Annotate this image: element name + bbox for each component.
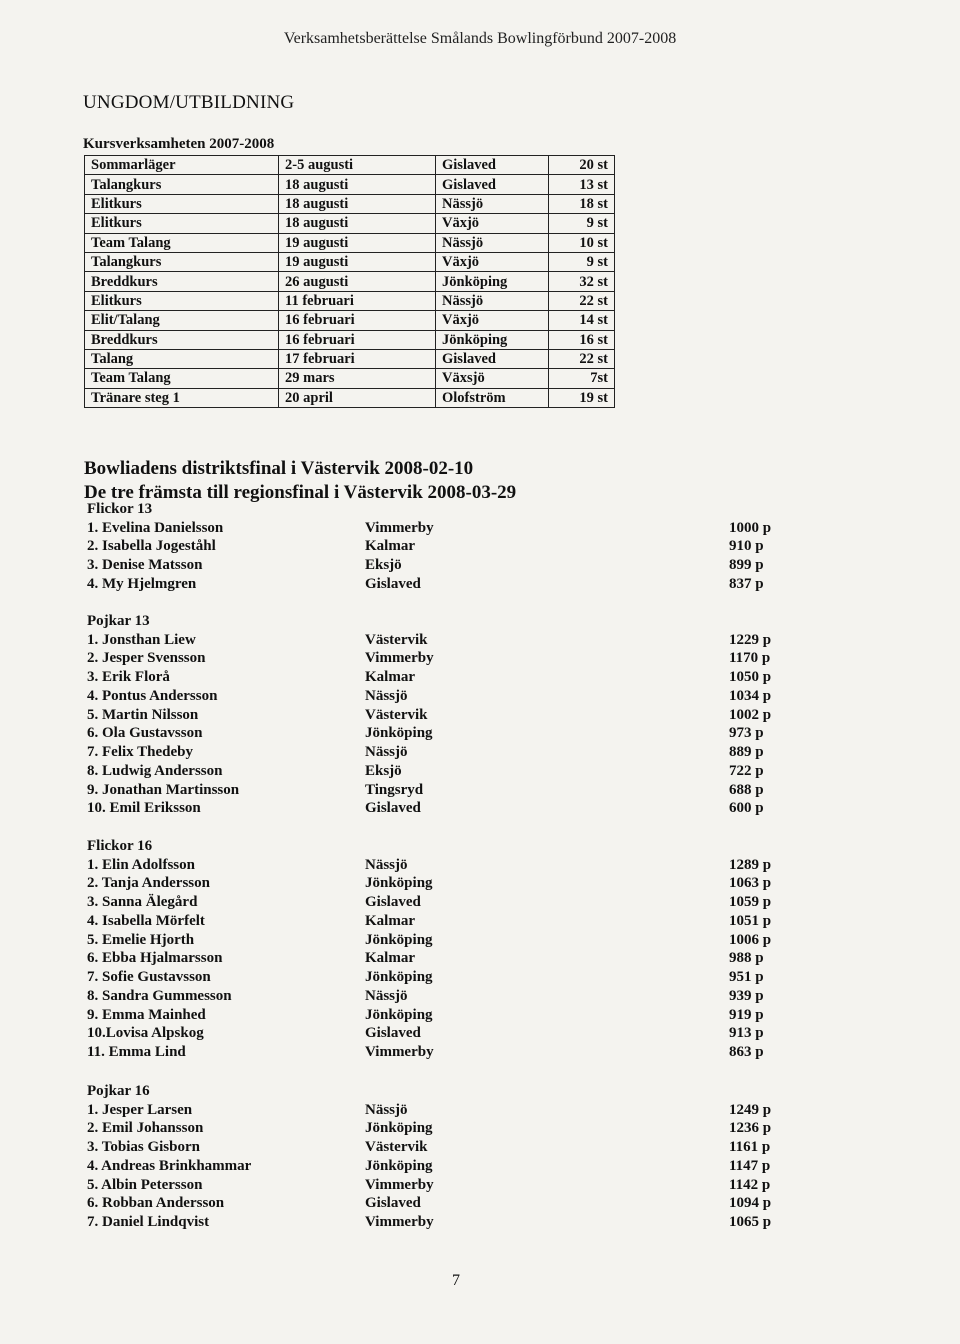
player-points: 1289 p bbox=[729, 856, 772, 873]
course-place: Växsjö bbox=[436, 369, 549, 388]
player-points: 1229 p bbox=[729, 631, 772, 648]
course-row bbox=[85, 252, 615, 271]
player-points: 600 p bbox=[729, 800, 764, 817]
player-name: 7. Daniel Lindqvist bbox=[87, 1214, 210, 1230]
final-title-1: Bowliadens distriktsfinal i Västervik 2008-02-10 bbox=[84, 458, 474, 479]
result-row bbox=[87, 950, 787, 969]
course-place: Jönköping bbox=[436, 330, 549, 349]
result-row bbox=[87, 1139, 787, 1158]
player-name: 8. Sandra Gummesson bbox=[87, 987, 232, 1004]
player-name: 5. Albin Petersson bbox=[87, 1176, 203, 1193]
result-row bbox=[87, 1158, 787, 1177]
player-club: Nässjö bbox=[365, 687, 408, 704]
player-club: Jönköping bbox=[365, 931, 433, 948]
player-club: Kalmar bbox=[365, 669, 415, 685]
page-header: Verksamhetsberättelse Smålands Bowlingförbund 2007-2008 bbox=[283, 30, 677, 47]
player-club: Jönköping bbox=[365, 1157, 433, 1174]
player-points: 939 p bbox=[729, 987, 764, 1004]
course-name: Talang bbox=[85, 349, 279, 368]
player-points: 863 p bbox=[729, 1044, 764, 1060]
result-row bbox=[87, 576, 787, 595]
player-club: Vimmerby bbox=[365, 1176, 434, 1193]
player-name: 4. Isabella Mörfelt bbox=[87, 912, 205, 929]
player-points: 1050 p bbox=[729, 669, 772, 685]
player-points: 722 p bbox=[729, 762, 764, 779]
player-name: 5. Emelie Hjorth bbox=[87, 931, 195, 948]
player-name: 7. Sofie Gustavsson bbox=[87, 969, 211, 985]
player-points: 1142 p bbox=[729, 1176, 771, 1193]
player-club: Eksjö bbox=[365, 557, 402, 573]
course-date: 17 februari bbox=[279, 349, 436, 368]
player-club: Nässjö bbox=[365, 744, 408, 760]
course-date: 16 februari bbox=[279, 311, 436, 330]
player-name: 9. Emma Mainhed bbox=[87, 1006, 206, 1023]
player-name: 6. Robban Andersson bbox=[87, 1195, 225, 1212]
player-club: Gislaved bbox=[365, 575, 421, 592]
player-name: 1. Elin Adolfsson bbox=[87, 856, 195, 873]
player-name: 5. Martin Nilsson bbox=[87, 706, 199, 723]
player-name: 1. Jonsthan Liew bbox=[87, 631, 196, 648]
player-name: 10. Emil Eriksson bbox=[87, 800, 201, 817]
result-row bbox=[87, 894, 787, 913]
result-row bbox=[87, 782, 787, 801]
result-row bbox=[87, 1102, 787, 1121]
player-name: 6. Ola Gustavsson bbox=[87, 725, 203, 742]
player-points: 1006 p bbox=[729, 931, 772, 948]
player-name: 4. Andreas Brinkhammar bbox=[87, 1157, 252, 1174]
course-date: 2-5 augusti bbox=[279, 156, 436, 175]
player-name: 9. Jonathan Martinsson bbox=[87, 781, 240, 798]
course-row bbox=[85, 233, 615, 252]
result-row bbox=[87, 1177, 787, 1196]
player-points: 951 p bbox=[729, 969, 764, 985]
course-count: 22 st bbox=[549, 349, 615, 368]
group-title: Pojkar 13 bbox=[87, 613, 150, 629]
group-title: Pojkar 16 bbox=[87, 1083, 150, 1099]
course-place: Gislaved bbox=[436, 175, 549, 194]
course-row bbox=[85, 214, 615, 233]
player-name: 3. Denise Matsson bbox=[87, 557, 203, 573]
result-row bbox=[87, 800, 787, 819]
course-row bbox=[85, 175, 615, 194]
courses-table bbox=[84, 155, 615, 408]
course-date: 18 augusti bbox=[279, 214, 436, 233]
result-row bbox=[87, 1007, 787, 1026]
player-club: Nässjö bbox=[365, 1101, 408, 1118]
result-row bbox=[87, 1025, 787, 1044]
course-row bbox=[85, 369, 615, 388]
course-count: 18 st bbox=[549, 194, 615, 213]
result-row bbox=[87, 1044, 787, 1063]
player-club: Nässjö bbox=[365, 987, 408, 1004]
course-place: Växjö bbox=[436, 311, 549, 330]
course-name: Talangkurs bbox=[85, 252, 279, 271]
player-name: 3. Erik Florå bbox=[87, 669, 170, 685]
course-place: Växjö bbox=[436, 252, 549, 271]
course-count: 14 st bbox=[549, 311, 615, 330]
section-title: UNGDOM/UTBILDNING bbox=[83, 92, 295, 113]
result-row bbox=[87, 725, 787, 744]
player-points: 1065 p bbox=[729, 1214, 772, 1230]
course-name: Breddkurs bbox=[85, 272, 279, 291]
player-name: 11. Emma Lind bbox=[87, 1044, 186, 1060]
course-count: 13 st bbox=[549, 175, 615, 194]
group-title: Flickor 16 bbox=[87, 838, 153, 854]
course-count: 9 st bbox=[549, 214, 615, 233]
course-date: 11 februari bbox=[279, 291, 436, 310]
player-club: Västervik bbox=[365, 1139, 428, 1155]
player-points: 899 p bbox=[729, 557, 764, 573]
player-name: 2. Isabella Jogeståhl bbox=[87, 538, 216, 555]
course-name: Team Talang bbox=[85, 369, 279, 388]
player-points: 1000 p bbox=[729, 519, 772, 536]
player-club: Vimmerby bbox=[365, 650, 434, 667]
player-name: 4. Pontus Andersson bbox=[87, 687, 218, 704]
player-points: 913 p bbox=[729, 1025, 764, 1042]
result-row bbox=[87, 632, 787, 651]
player-points: 837 p bbox=[729, 575, 764, 592]
course-row bbox=[85, 291, 615, 310]
course-place: Gislaved bbox=[436, 156, 549, 175]
player-name: 2. Emil Johansson bbox=[87, 1120, 204, 1137]
player-points: 688 p bbox=[729, 781, 764, 798]
player-club: Gislaved bbox=[365, 800, 421, 817]
player-club: Vimmerby bbox=[365, 519, 434, 536]
result-row bbox=[87, 707, 787, 726]
course-date: 18 augusti bbox=[279, 175, 436, 194]
course-name: Elitkurs bbox=[85, 194, 279, 213]
course-name: Team Talang bbox=[85, 233, 279, 252]
course-date: 29 mars bbox=[279, 369, 436, 388]
player-points: 1249 p bbox=[729, 1101, 772, 1118]
course-place: Nässjö bbox=[436, 291, 549, 310]
course-count: 16 st bbox=[549, 330, 615, 349]
course-count: 10 st bbox=[549, 233, 615, 252]
course-date: 16 februari bbox=[279, 330, 436, 349]
result-row bbox=[87, 988, 787, 1007]
course-count: 9 st bbox=[549, 252, 615, 271]
player-name: 3. Tobias Gisborn bbox=[87, 1139, 200, 1155]
course-place: Gislaved bbox=[436, 349, 549, 368]
course-count: 7st bbox=[549, 369, 615, 388]
player-name: 4. My Hjelmgren bbox=[87, 575, 197, 592]
player-club: Gislaved bbox=[365, 1025, 421, 1042]
player-club: Kalmar bbox=[365, 538, 415, 555]
player-club: Eksjö bbox=[365, 762, 402, 779]
course-count: 32 st bbox=[549, 272, 615, 291]
result-row bbox=[87, 1214, 787, 1233]
result-row bbox=[87, 932, 787, 951]
player-points: 1063 p bbox=[729, 875, 772, 892]
player-club: Jönköping bbox=[365, 1006, 433, 1023]
course-count: 19 st bbox=[549, 388, 615, 407]
player-club: Jönköping bbox=[365, 1120, 433, 1137]
result-row bbox=[87, 857, 787, 876]
result-row bbox=[87, 538, 787, 557]
course-name: Breddkurs bbox=[85, 330, 279, 349]
course-date: 19 augusti bbox=[279, 252, 436, 271]
result-row bbox=[87, 688, 787, 707]
player-points: 1170 p bbox=[729, 650, 771, 667]
result-row bbox=[87, 763, 787, 782]
player-name: 7. Felix Thedeby bbox=[87, 744, 193, 760]
course-date: 19 augusti bbox=[279, 233, 436, 252]
player-club: Kalmar bbox=[365, 950, 415, 967]
course-date: 26 augusti bbox=[279, 272, 436, 291]
player-name: 8. Ludwig Andersson bbox=[87, 762, 223, 779]
course-place: Jönköping bbox=[436, 272, 549, 291]
result-row bbox=[87, 969, 787, 988]
course-row bbox=[85, 194, 615, 213]
course-count: 20 st bbox=[549, 156, 615, 175]
player-club: Jönköping bbox=[365, 725, 433, 742]
course-row bbox=[85, 272, 615, 291]
course-name: Elitkurs bbox=[85, 291, 279, 310]
player-points: 889 p bbox=[729, 744, 764, 760]
course-row bbox=[85, 388, 615, 407]
course-row bbox=[85, 156, 615, 175]
player-name: 10.Lovisa Alpskog bbox=[87, 1025, 204, 1042]
result-row bbox=[87, 913, 787, 932]
player-points: 919 p bbox=[729, 1006, 764, 1023]
player-name: 1. Evelina Danielsson bbox=[87, 519, 224, 536]
course-row bbox=[85, 311, 615, 330]
player-club: Vimmerby bbox=[365, 1044, 434, 1060]
player-points: 910 p bbox=[729, 538, 764, 555]
course-row bbox=[85, 349, 615, 368]
page-number: 7 bbox=[452, 1272, 460, 1289]
course-place: Nässjö bbox=[436, 194, 549, 213]
result-row bbox=[87, 669, 787, 688]
player-club: Jönköping bbox=[365, 969, 433, 985]
player-club: Gislaved bbox=[365, 894, 421, 910]
player-points: 1034 p bbox=[729, 687, 772, 704]
player-points: 988 p bbox=[729, 950, 764, 967]
course-date: 20 april bbox=[279, 388, 436, 407]
player-club: Västervik bbox=[365, 706, 428, 723]
player-club: Nässjö bbox=[365, 856, 408, 873]
player-club: Gislaved bbox=[365, 1195, 421, 1212]
player-points: 1002 p bbox=[729, 706, 772, 723]
course-name: Elit/Talang bbox=[85, 311, 279, 330]
player-club: Vimmerby bbox=[365, 1214, 434, 1230]
player-club: Jönköping bbox=[365, 875, 433, 892]
course-name: Talangkurs bbox=[85, 175, 279, 194]
group-title: Flickor 13 bbox=[87, 501, 153, 517]
player-club: Västervik bbox=[365, 631, 428, 648]
player-points: 973 p bbox=[729, 725, 764, 742]
player-points: 1094 p bbox=[729, 1195, 772, 1212]
course-name: Elitkurs bbox=[85, 214, 279, 233]
course-place: Nässjö bbox=[436, 233, 549, 252]
result-row bbox=[87, 520, 787, 539]
player-name: 6. Ebba Hjalmarsson bbox=[87, 950, 223, 967]
player-name: 2. Jesper Svensson bbox=[87, 650, 206, 667]
course-place: Växjö bbox=[436, 214, 549, 233]
result-row bbox=[87, 557, 787, 576]
course-row bbox=[85, 330, 615, 349]
result-row bbox=[87, 875, 787, 894]
course-name: Sommarläger bbox=[85, 156, 279, 175]
result-row bbox=[87, 1120, 787, 1139]
player-points: 1147 p bbox=[729, 1157, 771, 1174]
player-club: Kalmar bbox=[365, 912, 415, 929]
player-name: 1. Jesper Larsen bbox=[87, 1101, 193, 1118]
result-row bbox=[87, 1195, 787, 1214]
player-points: 1236 p bbox=[729, 1120, 772, 1137]
final-title-2: De tre främsta till regionsfinal i Västervik 2008-03-29 bbox=[84, 482, 517, 503]
player-points: 1051 p bbox=[729, 912, 772, 929]
course-name: Tränare steg 1 bbox=[85, 388, 279, 407]
courses-caption: Kursverksamheten 2007-2008 bbox=[83, 136, 275, 152]
player-points: 1161 p bbox=[729, 1139, 771, 1155]
course-date: 18 augusti bbox=[279, 194, 436, 213]
player-points: 1059 p bbox=[729, 894, 772, 910]
result-row bbox=[87, 744, 787, 763]
course-count: 22 st bbox=[549, 291, 615, 310]
player-name: 3. Sanna Älegård bbox=[87, 894, 198, 910]
course-place: Olofström bbox=[436, 388, 549, 407]
player-club: Tingsryd bbox=[365, 781, 424, 798]
result-row bbox=[87, 650, 787, 669]
player-name: 2. Tanja Andersson bbox=[87, 875, 210, 892]
